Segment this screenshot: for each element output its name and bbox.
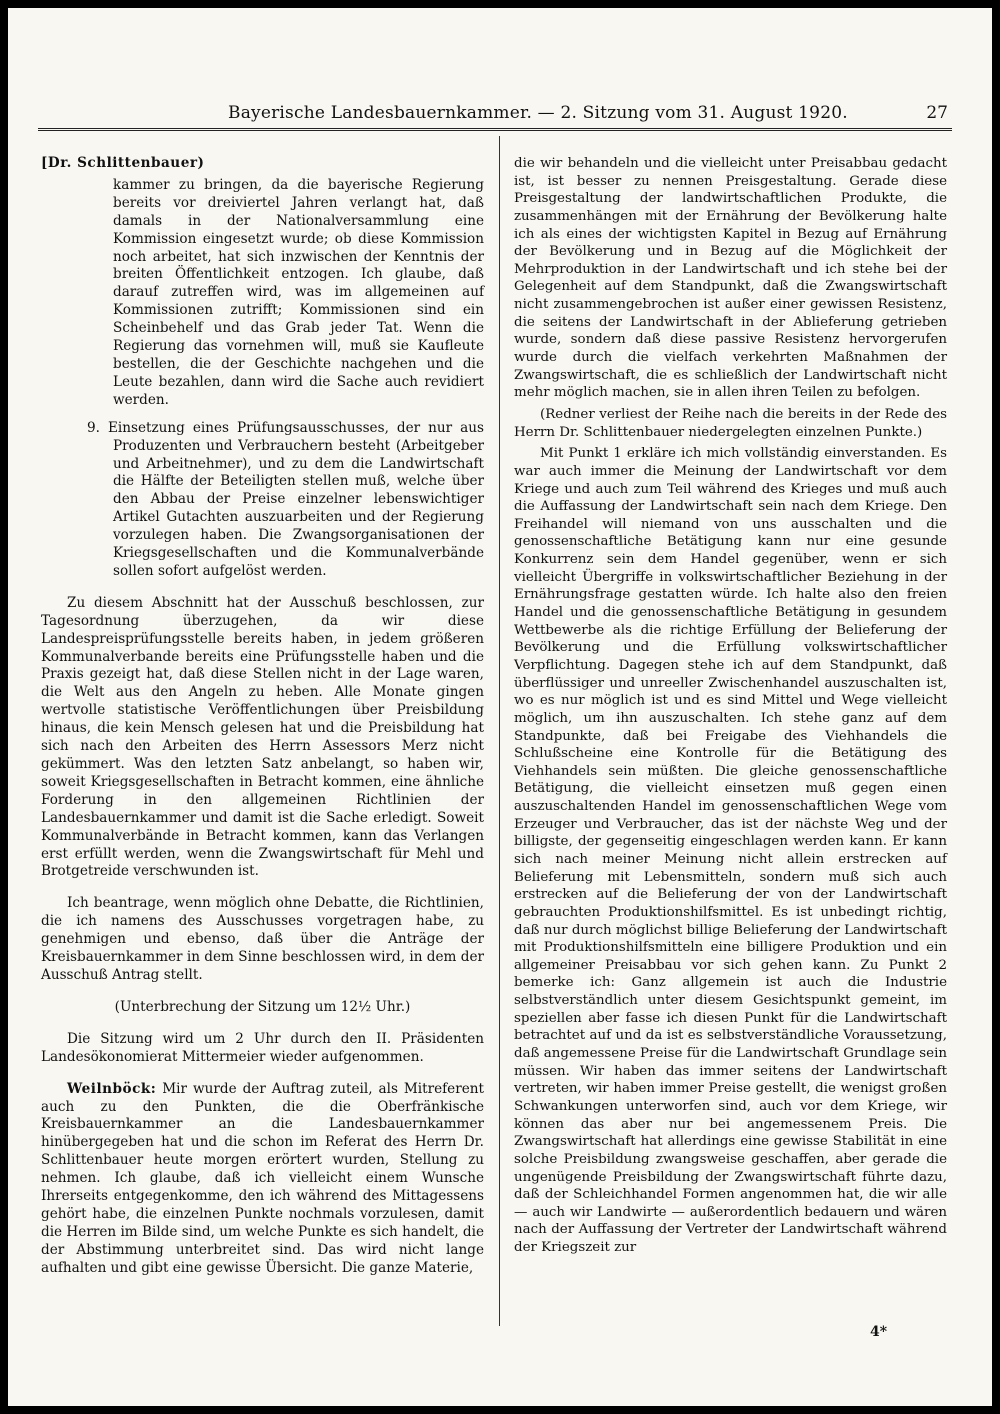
speaker-reference: [Dr. Schlittenbauer)	[41, 155, 205, 171]
right-column	[514, 155, 947, 1261]
signature-mark: 4*	[870, 1324, 888, 1340]
page-number: 27	[926, 103, 948, 123]
column-divider	[499, 136, 500, 1326]
paragraph: Zu diesem Abschnitt hat der Ausschuß beschlossen, zur Tagesordnung überzugehen, da wir diese Landespreisprüfungsstelle bereits haben, in jedem größeren Kommunalverbande bereits eine Prüfungsstelle haben und die Praxis gezeigt hat, daß diese Stellen nicht in der Lage waren, die Welt aus den Angeln zu heben. Alle Monate gingen wertvolle statistische Veröffentlichungen über Preisbildung hinaus, die kein Mensch gelesen hat und die Preisbildung hat sich nach den Arbeiten des Herrn Assessors Merz nicht gekümmert. Was den letzten Satz anbelangt, so haben wir, soweit Kriegsgesellschaften in Betracht kommen, eine ähnliche Forderung in den allgemeinen Richtlinien der Landesbauernkammer und damit ist die Sache erledigt. Soweit Kommunalverbände in Betracht kommen, kann das Verlangen erst erfüllt werden, wenn die Zwangswirtschaft für Mehl und Brotgetreide verschwunden ist.	[41, 594, 484, 880]
paragraph: kammer zu bringen, da die bayerische Regierung bereits vor dreiviertel Jahren verlangt hat, daß damals in der Nationalversammlung eine Kommission eingesetzt wurde; ob diese Kommission noch arbeitet, hat sich inzwischen der Kenntnis der breiten Öffentlichkeit entzogen. Ich glaube, daß darauf zutreffen wird, was im allgemeinen auf Kommissionen zutrifft; Kommissionen sind ein Scheinbehelf und das Grab jeder Tat. Wenn die Regierung das vornehmen will, muß sie Kaufleute bestellen, die der Geschichte nachgehen und die Leute bezahlen, dann wird die Sache auch revidiert werden.	[113, 176, 484, 408]
paragraph: Ich beantrage, wenn möglich ohne Debatte, die Richtlinien, die ich namens des Ausschusses vorgetragen habe, zu genehmigen und ebenso, daß über die Anträge der Kreisbauernkammer in dem Sinne beschlossen wird, in dem der Ausschuß Antrag stellt.	[41, 895, 484, 983]
session-note: (Unterbrechung der Sitzung um 12½ Uhr.)	[114, 998, 411, 1015]
running-head: Bayerische Landesbauernkammer. — 2. Sitzung vom 31. August 1920.	[228, 103, 848, 123]
left-column	[41, 155, 484, 1282]
paragraph: Mit Punkt 1 erkläre ich mich vollständig einverstanden. Es war auch immer die Meinung der Landwirtschaft vor dem Kriege und auch zum Teil während des Krieges und muß auch die Auffassung der Landwirtschaft sein nach dem Kriege. Den Freihandel will niemand von uns ausschalten und die genossenschaftliche Betätigung kann nur eine gesunde Konkurrenz sein dem Handel gegenüber, wenn er sich vielleicht Übergriffe in volkswirtschaftlicher Beziehung in der Ernährungsfrage gestatten würde. Ich halte also den freien Handel und die genossenschaftliche Betätigung in gesundem Wettbewerbe als die richtige Erfüllung der Belieferung der Bevölkerung und die Erfüllung volkswirtschaftlicher Verpflichtung. Dagegen stehe ich auf dem Standpunkt, daß überflüssiger und unreeller Zwischenhandel auszuschalten ist, wo es nur möglich ist und es sind Mittel und Wege vielleicht möglich, um ihn auszuschalten. Ich stehe ganz auf dem Standpunkte, daß bei Freigabe des Viehhandels die Schlußscheine eine Kontrolle für die Betätigung des Viehhandels sein müßten. Die gleiche genossenschaftliche Betätigung, die vielleicht einsetzen muß gegen einen auszuschaltenden Handel im genossenschaftlichen Wege vom Erzeuger und Verbraucher, das ist der nächste Weg und der billigste, der gegenseitig eingeschlagen werden kann. Er kann sich nach meiner Meinung nicht allein erstrecken auf Belieferung mit Lebensmitteln, sondern muß sich auch erstrecken auf die Belieferung der von der Landwirtschaft gebrauchten Produktionshilfsmittel. Es ist unbedingt richtig, daß nur durch möglichst billige Belieferung der Landwirtschaft mit Produktionshilfsmitteln eine billigere Produktion und ein allgemeiner Preisabbau vor sich gehen kann. Zu Punkt 2 bemerke ich: Ganz allgemein ist auch die Industrie selbstverständlich unter diesem Gesichtspunkt gemeint, im speziellen aber fasse ich diesen Punkt für die Landwirtschaft betrachtet auf und da ist es selbstverständliche Voraussetzung, daß angemessene Preise für die Landwirtschaft Grundlage sein müssen. Wir haben das immer seitens der Landwirtschaft vertreten, wir haben immer Preise gestellt, die wenigst großen Schwankungen unterworfen sind, auch vor dem Kriege, wir können das aber nur bei angemessenem Preis. Die Zwangswirtschaft hat allerdings eine gewisse Stabilität in eine solche Preisbildung zwangsweise geschaffen, aber gerade die ungenügende Preisbildung der Zwangswirtschaft führte dazu, daß der Schleichhandel Formen angenommen hat, die wir alle — auch wir Landwirte — außerordentlich bedauern und wären nach der Auffassung der Vertreter der Landwirtschaft während der Kriegszeit zur	[514, 446, 947, 1256]
header-rule	[38, 128, 952, 133]
session-note: Die Sitzung wird um 2 Uhr durch den II. Präsidenten Landesökonomierat Mittermeier wieder aufgenommen.	[41, 1030, 484, 1065]
numbered-item: 9. Einsetzung eines Prüfungsausschusses, der nur aus Produzenten und Verbrauchern besteht (Arbeitgeber und Arbeitnehmer), und zu dem die Landwirtschaft die Hälfte der Beteiligten stellen muß, welche über den Abbau der Preise einzelner lebenswichtiger Artikel Gutachten auszuarbeiten und der Regierung vorzulegen haben. Die Zwangsorganisationen der Kriegsgesellschaften und die Kommunalverbände sollen sofort aufgelöst werden.	[87, 419, 484, 579]
paragraph: die wir behandeln und die vielleicht unter Preisabbau gedacht ist, ist besser zu nennen Preisgestaltung. Gerade diese Preisgestaltung der landwirtschaftlichen Produkte, die zusammenhängen mit der Ernährung der Bevölkerung halte ich als eines der wichtigsten Kapitel in Bezug auf Ernährung der Bevölkerung und in Bezug auf die Möglichkeit der Mehrproduktion in der Landwirtschaft und ich stehe bei der Gelegenheit auf dem Standpunkt, daß die Zwangswirtschaft nicht zusammengebrochen ist außer einer gewissen Resistenz, die seitens der Landwirtschaft in der Ablieferung getrieben wurde, sondern daß diese passive Resistenz hervorgerufen wurde durch die vielfach verkehrten Maßnahmen der Zwangswirtschaft, die es schließlich der Landwirtschaft nicht mehr möglich machen, sie in allen ihren Teilen zu befolgen.	[514, 156, 947, 401]
stage-note: (Redner verliest der Reihe nach die bereits in der Rede des Herrn Dr. Schlittenbauer niedergelegten einzelnen Punkte.)	[514, 406, 947, 440]
paragraph	[41, 1081, 484, 1278]
document-page	[8, 8, 992, 1406]
speaker-name: Weilnböck:	[67, 1080, 157, 1097]
speech-text: Mir wurde der Auftrag zuteil, als Mitreferent auch zu den Punkten, die die Oberfränkische Kreisbauernkammer an die Landesbauernkammer hinübergegeben hat und die schon im Referat des Herrn Dr. Schlittenbauer heute morgen erörtert wurden, Stellung zu nehmen. Ich glaube, daß ich vielleicht einem Wunsche Ihrerseits entgegenkomme, den ich während des Mittagessens gehört habe, die einzelnen Punkte nochmals vorzulesen, damit die Herren im Bilde sind, um welche Punkte es sich handelt, die der Abstimmung unterbreitet sind. Das wird nicht lange aufhalten und gibt eine gewisse Übersicht. Die ganze Materie,	[41, 1080, 484, 1276]
